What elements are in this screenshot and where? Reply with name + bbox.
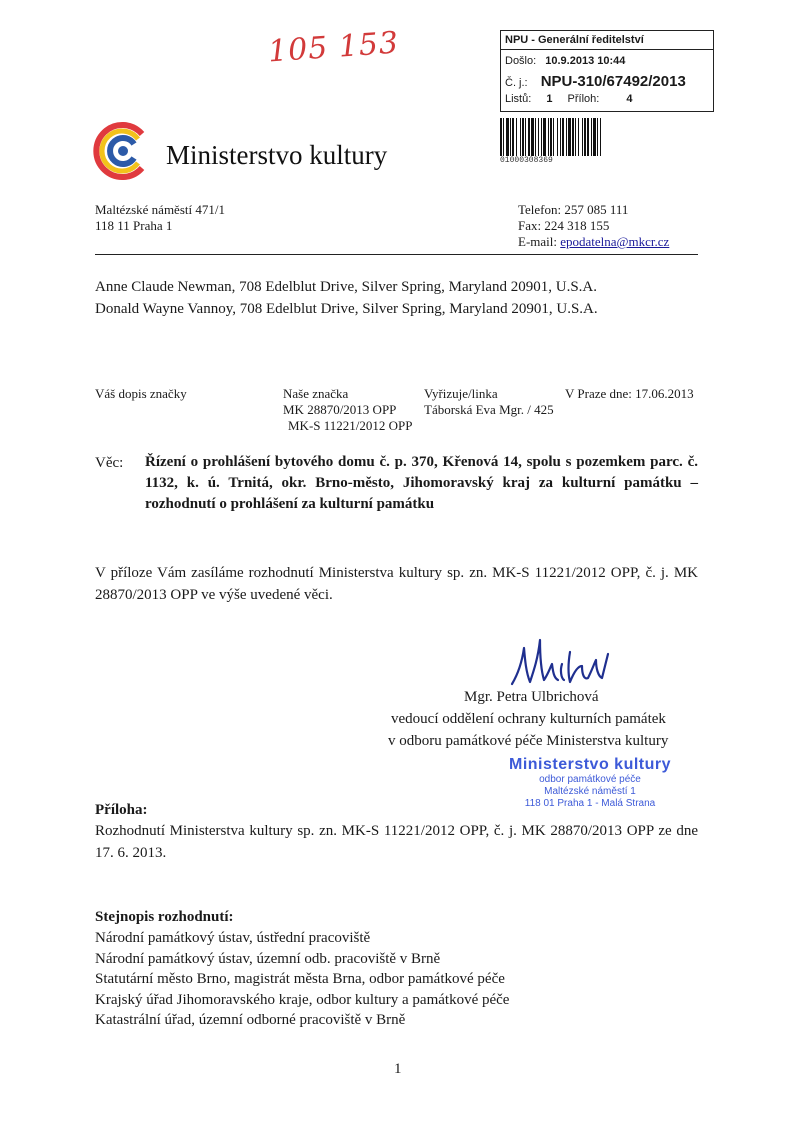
email-line	[518, 234, 669, 250]
recipient-line: Anne Claude Newman, 708 Edelblut Drive, Silver Spring, Maryland 20901, U.S.A.	[95, 279, 598, 295]
stamp-org: NPU - Generální ředitelství	[505, 34, 644, 46]
page-number: 1	[394, 1061, 402, 1077]
attachment-heading: Příloha:	[95, 802, 148, 818]
list-item: Katastrální úřad, územní odborné pracoviště v Brně	[95, 1012, 406, 1028]
list-item: Statutární město Brno, magistrát města Brna, odbor památkové péče	[95, 971, 505, 987]
official-stamp-line-1: Ministerstvo kultury	[508, 756, 672, 773]
stamp-priloh-label: Příloh:	[567, 93, 600, 105]
subject-label: Věc:	[95, 455, 124, 471]
official-stamp-line-2: odbor památkové péče	[539, 774, 641, 785]
email-link[interactable]: epodatelna@mkcr.cz	[560, 234, 670, 249]
stamp-cj-label: Č. j.:	[505, 77, 528, 89]
ref-nase-znacka-1: MK 28870/2013 OPP	[283, 402, 397, 417]
phone: Telefon: 257 085 111	[518, 202, 629, 217]
official-stamp-line-3: Maltézské náměstí 1	[544, 786, 636, 797]
signature-block	[388, 686, 688, 752]
ref-nase-znacka-2: MK-S 11221/2012 OPP	[288, 418, 413, 433]
ministry-address	[95, 202, 225, 234]
handwritten-registry-number: 105 153	[266, 25, 401, 70]
registry-stamp	[500, 30, 714, 112]
copies-list	[95, 928, 509, 1031]
attachment-text: Rozhodnutí Ministerstva kultury sp. zn. MK-S 11221/2012 OPP, č. j. MK 28870/2013 OPP ze dne 17. 6. 2013.	[95, 823, 698, 861]
signature-icon	[508, 634, 618, 692]
list-item: Krajský úřad Jihomoravského kraje, odbor kultury a památkové péče	[95, 991, 510, 1008]
stamp-doslo-label: Došlo:	[505, 55, 537, 67]
ref-vas-dopis: Váš dopis značky	[95, 386, 187, 401]
header-divider	[95, 254, 698, 255]
ref-vyrizuje-value: Táborská Eva Mgr. / 425	[424, 402, 554, 417]
stamp-listu-value: 1	[546, 93, 553, 105]
signatory-title-1: vedoucí oddělení ochrany kulturních památek	[391, 711, 666, 727]
ref-vyrizuje	[424, 386, 554, 418]
signatory-name: Mgr. Petra Ulbrichová	[464, 689, 599, 705]
ref-nase-znacka	[283, 386, 412, 434]
official-stamp-line-4: 118 01 Praha 1 - Malá Strana	[524, 798, 656, 809]
subject-text: Řízení o prohlášení bytového domu č. p. 370, Křenová 14, spolu s pozemkem parc. č. 1132, k. ú. Trnitá, okr. Brno-město, Jihomoravský kraj za kulturní památku – rozhodnutí o prohlášení za kulturní památku	[145, 454, 698, 512]
stamp-doslo-value: 10.9.2013 10:44	[545, 55, 626, 67]
signatory-title-2: v odboru památkové péče Ministerstva kultury	[388, 733, 669, 749]
stamp-cj-value: NPU-310/67492/2013	[540, 73, 686, 90]
body-text: V příloze Vám zasíláme rozhodnutí Ministerstva kultury sp. zn. MK-S 11221/2012 OPP, č. j. MK 28870/2013 OPP ve výše uvedené věci.	[95, 565, 698, 603]
ministry-logo	[92, 120, 154, 182]
list-item: Národní památkový ústav, územní odb. pracoviště v Brně	[95, 950, 441, 967]
email-label: E-mail:	[518, 234, 561, 249]
recipient-line: Donald Wayne Vannoy, 708 Edelblut Drive, Silver Spring, Maryland 20901, U.S.A.	[95, 301, 598, 317]
ref-date: V Praze dne: 17.06.2013	[565, 386, 694, 401]
ministry-logo-icon	[92, 120, 154, 182]
ministry-contacts	[518, 202, 669, 250]
ref-vyrizuje-label: Vyřizuje/linka	[424, 386, 498, 401]
barcode	[500, 118, 710, 165]
address-line-2: 118 11 Praha 1	[95, 218, 173, 233]
stamp-priloh-value: 4	[626, 93, 633, 105]
ministry-name: Ministerstvo kultury	[166, 140, 388, 170]
address-line-1: Maltézské náměstí 471/1	[95, 202, 225, 217]
list-item: Národní památkový ústav, ústřední pracoviště	[95, 930, 371, 946]
barcode-number: 01000308369	[500, 156, 553, 165]
ref-nase-znacka-label: Naše značka	[283, 386, 349, 401]
fax: Fax: 224 318 155	[518, 218, 610, 233]
recipients	[95, 276, 598, 320]
barcode-bar	[601, 118, 603, 156]
official-stamp	[492, 756, 688, 810]
barcode-bars	[500, 118, 710, 156]
stamp-listu-label: Listů:	[505, 93, 532, 105]
copies-heading: Stejnopis rozhodnutí:	[95, 909, 234, 925]
